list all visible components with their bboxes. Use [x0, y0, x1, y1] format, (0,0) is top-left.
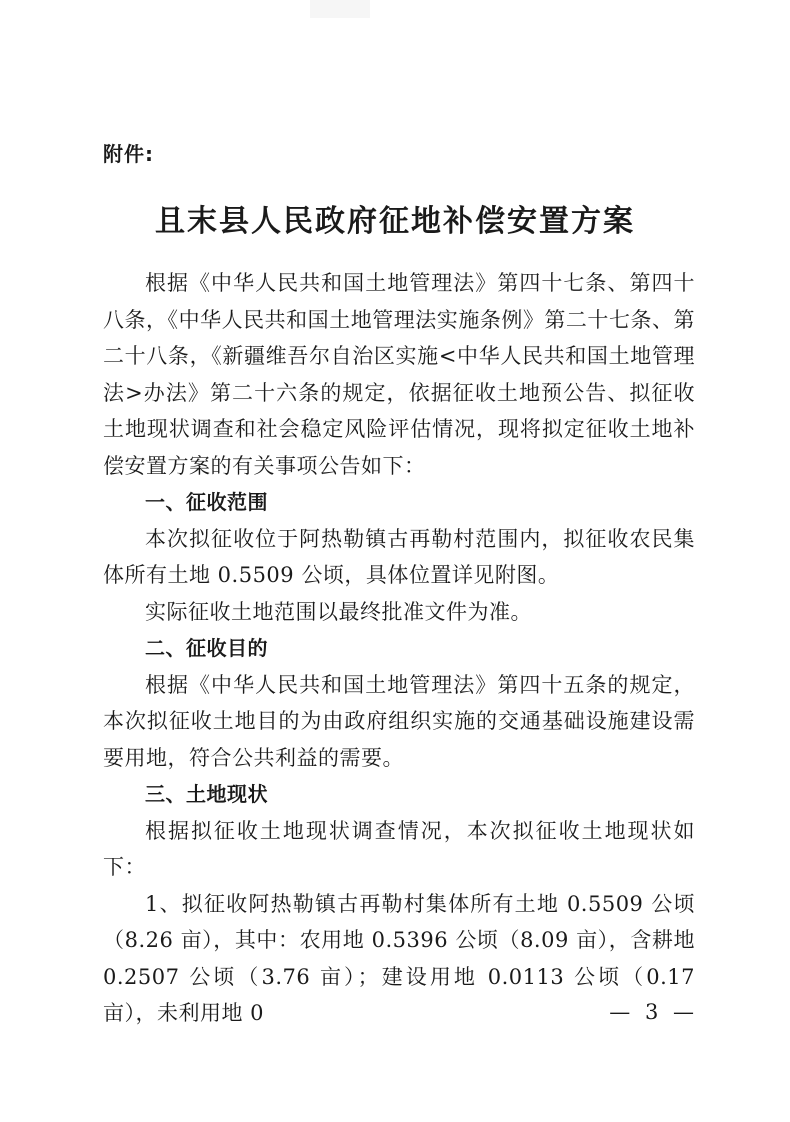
attachment-label: 附件: — [103, 142, 154, 166]
section-heading: 三、土地现状 — [145, 782, 268, 806]
document-title: 且末县人民政府征地补偿安置方案 — [155, 204, 635, 239]
body-paragraph: 根据《中华人民共和国土地管理法》第四十五条的规定，本次拟征收土地目的为由政府组织实施的交通基础设施建设需要用地，符合公共利益的需要。 — [103, 672, 695, 770]
scan-edge-mark — [310, 0, 370, 18]
body-paragraph: 根据《中华人民共和国土地管理法》第四十七条、第四十八条，《中华人民共和国土地管理法实施条例》第二十七条、第二十八条，《新疆维吾尔自治区实施<中华人民共和国土地管理法>办法》第二十六条的规定，依据征收土地预公告、拟征收土地现状调查和社会稳定风险评估情况，现将拟定征收土地补偿安置方案的有关事项公告如下： — [103, 271, 695, 478]
document-body — [103, 265, 695, 1032]
body-paragraph: 实际征收土地范围以最终批准文件为准。 — [145, 599, 532, 624]
section-heading: 二、征收目的 — [145, 636, 268, 660]
section-heading: 一、征收范围 — [145, 490, 268, 514]
body-paragraph: 根据拟征收土地现状调查情况，本次拟征收土地现状如下： — [103, 818, 695, 879]
page-number: — 3 — — [609, 1000, 698, 1024]
body-paragraph: 1、拟征收阿热勒镇古再勒村集体所有土地 0.5509 公顷（8.26 亩），其中：农用地 0.5396 公顷（8.09 亩），含耕地 0.2507 公顷（3.76 亩）；建设用地 0.0113 公顷（0.17 亩），未利用地 0 — [103, 891, 695, 1025]
body-paragraph: 本次拟征收位于阿热勒镇古再勒村范围内，拟征收农民集体所有土地 0.5509 公顷，具体位置详见附图。 — [103, 526, 695, 587]
